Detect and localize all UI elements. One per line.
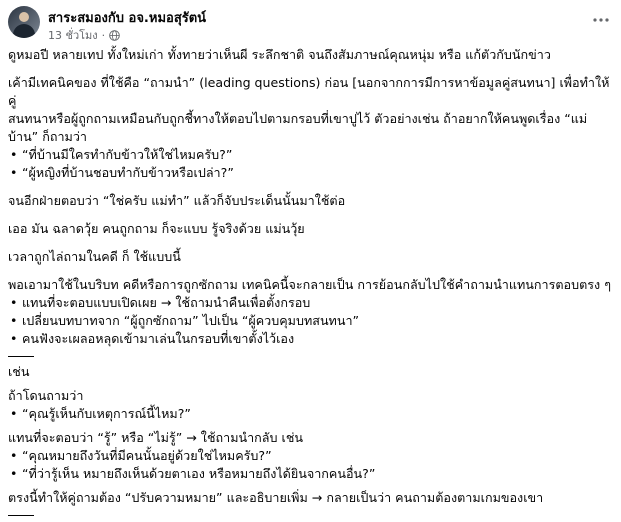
counter-question-list bbox=[8, 447, 613, 483]
example-question-list bbox=[8, 146, 613, 182]
paragraph-intro: ดูหมอปี หลายเทป ทั้งใหม่เก่า ทั้งทายว่าเห็นผี ระลึกชาติ จนถึงสัมภาษณ์คุณหนุ่ม หรือ แก้ตัวกับนักข่าว bbox=[8, 47, 551, 62]
paragraph-answer: จนอีกฝ่ายตอบว่า “ใช่ครับ แม่ทำ” แล้วก็จับประเด็นนั้นมาใช้ต่อ bbox=[8, 193, 346, 208]
list-item: • “คุณรู้เห็นกับเหตุการณ์นี้ไหม?” bbox=[8, 405, 613, 423]
paragraph-context: พอเอามาใช้ในบริบท คดีหรือการถูกซักถาม เทคนิคนี้จะกลายเป็น การย้อนกลับไปใช้คำถามนำแทนการตอบตรง ๆ bbox=[8, 277, 611, 292]
paragraph-technique-3: บ้าน” ก็ถามว่า bbox=[8, 129, 87, 144]
list-item: • “ที่บ้านมีใครทำกับข้าวให้ใช่ไหมครับ?” bbox=[8, 146, 613, 164]
paragraph-example: เช่น bbox=[8, 364, 30, 379]
list-item: • “ผู้หญิงที่บ้านชอบทำกับข้าวหรือเปล่า?” bbox=[8, 164, 613, 182]
divider bbox=[8, 515, 34, 516]
paragraph-reaction: เออ มัน ฉลาดวุ้ย คนถูกถาม ก็จะแบบ รู้จริงด้วย แม่นวุ้ย bbox=[8, 221, 305, 236]
list-item: • “คุณหมายถึงวันที่มีคนนั้นอยู่ด้วยใช่ไหมครับ?” bbox=[8, 447, 613, 465]
meta-dot: · bbox=[101, 28, 106, 42]
author-name[interactable]: สาระสมองกับ อจ.หมอสุรัตน์ bbox=[48, 11, 207, 26]
avatar[interactable] bbox=[8, 6, 40, 38]
divider bbox=[8, 356, 34, 357]
post-body bbox=[8, 46, 613, 522]
more-options-icon[interactable] bbox=[589, 10, 613, 30]
asked-question-list bbox=[8, 405, 613, 423]
globe-icon bbox=[109, 30, 120, 41]
paragraph-technique-1: เค้ามีเทคนิคของ ที่ใช้คือ “ถามนำ” (leading questions) ก่อน [นอกจากการมีการหาข้อมูลคู่สนทนา] เพื่อทำให้คู่ bbox=[8, 75, 610, 108]
post-header bbox=[8, 4, 613, 44]
list-item: • “ที่ว่ารู้เห็น หมายถึงเห็นด้วยตาเอง หรือหมายถึงได้ยินจากคนอื่น?” bbox=[8, 465, 613, 483]
paragraph-technique-2: สนทนาหรือผู้ถูกถามเหมือนกับถูกชี้ทางให้ตอบไปตามกรอบที่เขาปูไว้ ตัวอย่างเช่น ถ้าอยากให้คนพูดเรื่อง “แม่ bbox=[8, 111, 588, 126]
post-time[interactable]: 13 ชั่วโมง bbox=[48, 29, 98, 42]
paragraph-case: เวลาถูกไล่ถามในคดี ก็ ใช้แบบนี้ bbox=[8, 249, 181, 264]
list-item: • แทนที่จะตอบแบบเปิดเผย → ใช้ถามนำคืนเพื่อตั้งกรอบ bbox=[8, 294, 613, 312]
list-item: • เปลี่ยนบทบาทจาก “ผู้ถูกซักถาม” ไปเป็น “ผู้ควบคุมบทสนทนา” bbox=[8, 312, 613, 330]
post-meta bbox=[48, 26, 120, 44]
technique-list bbox=[8, 294, 613, 348]
list-item: • คนฟังจะเผลอหลุดเข้ามาเล่นในกรอบที่เขาตั้งไว้เอง bbox=[8, 330, 613, 348]
paragraph-conclusion: ตรงนี้ทำให้คู่ถามต้อง “ปรับความหมาย” และอธิบายเพิ่ม → กลายเป็นว่า คนถามต้องตามเกมของเขา bbox=[8, 490, 544, 505]
paragraph-if-asked: ถ้าโดนถามว่า bbox=[8, 388, 84, 403]
paragraph-instead: แทนที่จะตอบว่า “รู้” หรือ “ไม่รู้” → ใช้ถามนำกลับ เช่น bbox=[8, 430, 303, 445]
